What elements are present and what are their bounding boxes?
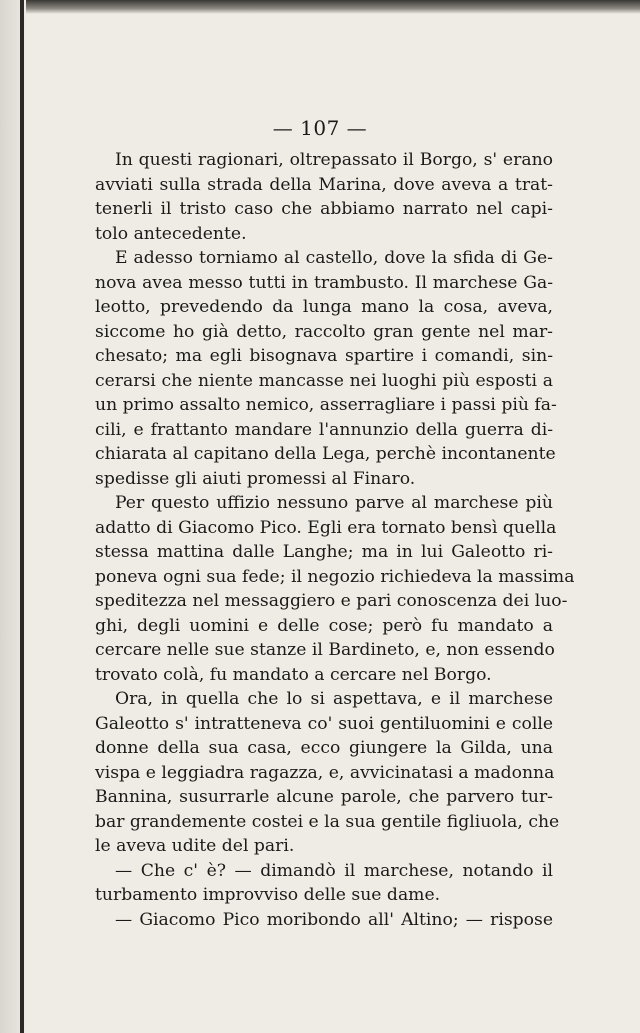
text-line: vispa e leggiadra ragazza, e, avvicinatasi a madonna [95, 762, 555, 783]
page-number: — 107 — [272, 116, 368, 140]
text-line: trovato colà, fu mandato a cercare nel Borgo. [95, 664, 492, 685]
body-text [95, 148, 575, 932]
text-line: stessa mattina dalle Langhe; ma in lui Galeotto ri- [95, 542, 553, 562]
binding-line [20, 0, 24, 1033]
text-line: — Che c' è? — dimandò il marchese, notando il [115, 860, 553, 881]
text-line: nova avea messo tutti in trambusto. Il marchese Ga- [95, 272, 553, 293]
text-line: — Giacomo Pico moribondo all' Altino; — rispose [115, 909, 553, 930]
text-line: le aveva udite del pari. [95, 836, 295, 856]
text-line: In questi ragionari, oltrepassato il Borgo, s' erano [115, 150, 553, 170]
text-line: Ora, in quella che lo si aspettava, e il marchese [115, 689, 553, 709]
text-line: chiarata al capitano della Lega, perchè incontanente [95, 444, 556, 464]
text-line: bar grandemente costei e la sua gentile figliuola, che [95, 811, 560, 832]
text-line: avviati sulla strada della Marina, dove aveva a trat- [95, 174, 553, 195]
text-line: donne della sua casa, ecco giungere la Gilda, una [95, 738, 553, 758]
text-line: cili, e frattanto mandare l'annunzio della guerra di- [95, 419, 553, 440]
text-line: turbamento improvviso delle sue dame. [95, 885, 441, 905]
text-line: cercare nelle sue stanze il Bardineto, e, non essendo [95, 640, 555, 660]
page-top-edge [0, 0, 640, 14]
text-line: leotto, prevedendo da lunga mano la cosa, aveva, [95, 297, 553, 317]
text-line: Per questo uffizio nessuno parve al marchese più [115, 493, 553, 513]
text-line: E adesso torniamo al castello, dove la sfida di Ge- [115, 248, 553, 268]
text-line: chesato; ma egli bisognava spartire i comandi, sin- [95, 346, 553, 366]
text-line: speditezza nel messaggiero e pari conoscenza dei luo- [95, 591, 568, 611]
text-line: siccome ho già detto, raccolto gran gente nel mar- [95, 321, 553, 342]
text-line: Galeotto s' intratteneva co' suoi gentiluomini e colle [95, 713, 553, 734]
text-line: spedisse gli aiuti promessi al Finaro. [95, 468, 416, 489]
text-line: un primo assalto nemico, asserragliare i passi più fa- [95, 395, 557, 415]
text-line: cerarsi che niente mancasse nei luoghi più esposti a [95, 370, 553, 391]
text-line: tenerli il tristo caso che abbiamo narrato nel capi- [95, 199, 553, 219]
text-line: ghi, degli uomini e delle cose; però fu mandato a [95, 615, 553, 636]
text-line: tolo antecedente. [95, 223, 247, 244]
text-line: Bannina, susurrarle alcune parole, che parvero tur- [95, 787, 553, 807]
text-line: adatto di Giacomo Pico. Egli era tornato bensì quella [95, 517, 557, 538]
text-line: poneva ogni sua fede; il negozio richiedeva la massima [95, 566, 575, 587]
